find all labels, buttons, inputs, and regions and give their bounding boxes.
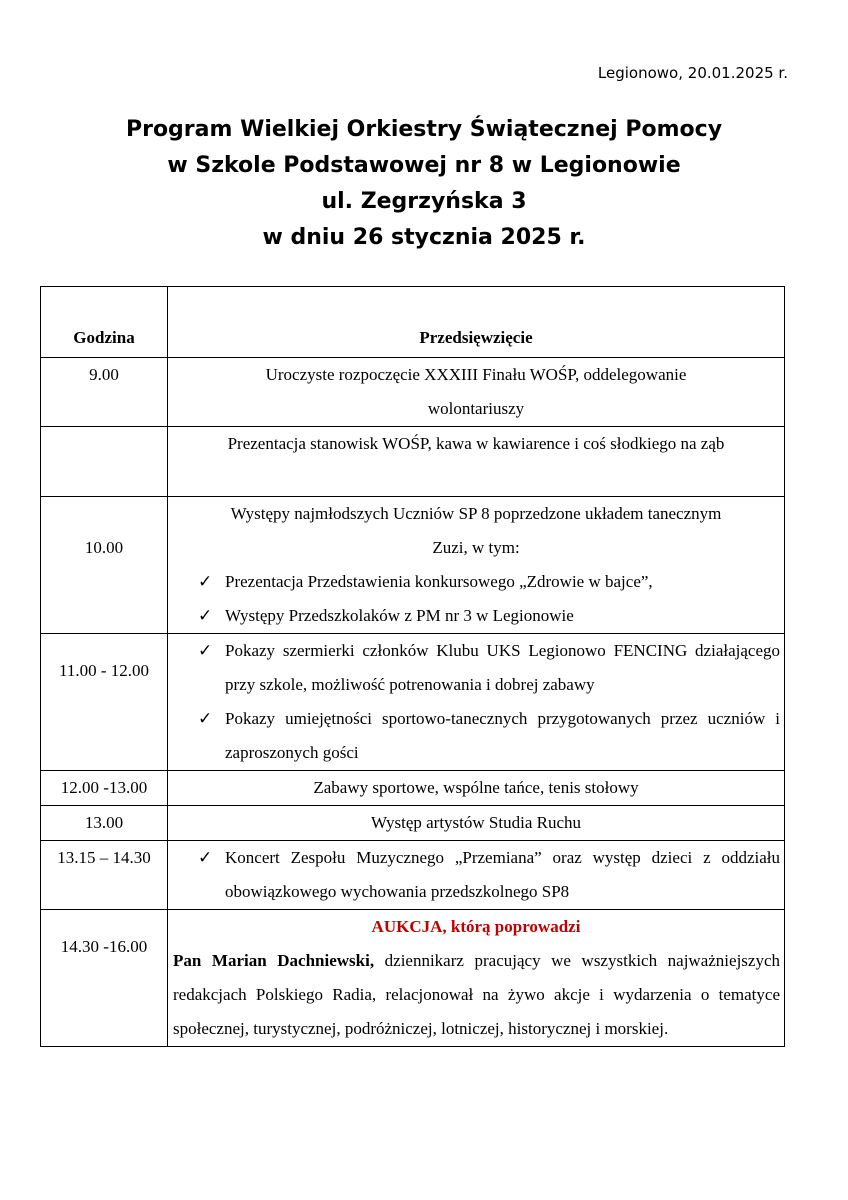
list-item (168, 599, 780, 633)
auction-description (168, 944, 784, 1046)
table-row (41, 634, 785, 771)
table-row (41, 358, 785, 427)
table-row (41, 806, 785, 841)
host-name: Pan Marian Dachniewski, (173, 951, 375, 970)
list-item (168, 634, 780, 702)
check-icon: ✓ (198, 709, 213, 728)
row-hour: 11.00 - 12.00 (41, 634, 168, 771)
row-event (168, 427, 785, 497)
column-header-hour: Godzina (41, 287, 168, 358)
event-line: wolontariuszy (427, 399, 525, 418)
table-row (41, 427, 785, 497)
title-line: ul. Zegrzyńska 3 (321, 189, 527, 214)
table-row (41, 771, 785, 806)
bullet-text: Koncert Zespołu Muzycznego „Przemiana” oraz występ dzieci z oddziału obowiązkowego wychowania przedszkolnego SP8 (225, 848, 780, 901)
table-header-row (41, 287, 785, 358)
title-line: w dniu 26 stycznia 2025 r. (262, 225, 586, 250)
check-icon: ✓ (198, 848, 213, 867)
event-line: Występ artystów Studia Ruchu (370, 813, 582, 832)
host-description: dziennikarz pracujący we wszystkich najważniejszych redakcjach Polskiego Radia, relacjonował na żywo akcje i wydarzenia o tematyce społecznej, turystycznej, podróżniczej, lotniczej, historycznej i morskiej. (173, 951, 780, 1038)
event-bullets (168, 565, 784, 633)
event-bullets (168, 841, 784, 909)
check-icon: ✓ (198, 606, 213, 625)
table-row (41, 841, 785, 910)
row-event (168, 497, 785, 634)
row-event (168, 841, 785, 910)
row-hour: 13.15 – 14.30 (41, 841, 168, 910)
row-event (168, 806, 785, 841)
event-line: Zabawy sportowe, wspólne tańce, tenis stołowy (313, 778, 639, 797)
title-line: w Szkole Podstawowej nr 8 w Legionowie (167, 153, 681, 178)
bullet-text: Występy Przedszkolaków z PM nr 3 w Legionowie (225, 606, 574, 625)
document-date: Legionowo, 20.01.2025 r. (597, 64, 788, 82)
row-hour (41, 427, 168, 497)
event-line: Występy najmłodszych Uczniów SP 8 poprzedzone układem tanecznym (230, 504, 722, 523)
row-hour: 10.00 (41, 497, 168, 634)
row-event (168, 634, 785, 771)
event-line: Prezentacja stanowisk WOŚP, kawa w kawiarence i coś słodkiego na ząb (227, 434, 725, 453)
list-item (168, 702, 780, 770)
row-event (168, 910, 785, 1047)
list-item (168, 565, 780, 599)
check-icon: ✓ (198, 641, 213, 660)
row-event (168, 358, 785, 427)
row-hour: 9.00 (41, 358, 168, 427)
list-item (168, 841, 780, 909)
event-bullets (168, 634, 784, 770)
bullet-text: Prezentacja Przedstawienia konkursowego „Zdrowie w bajce”, (225, 572, 653, 591)
row-event (168, 771, 785, 806)
row-hour: 13.00 (41, 806, 168, 841)
title-line: Program Wielkiej Orkiestry Świątecznej Pomocy (125, 117, 723, 142)
check-icon: ✓ (198, 572, 213, 591)
row-hour: 14.30 -16.00 (41, 910, 168, 1047)
bullet-text: Pokazy umiejętności sportowo-tanecznych przygotowanych przez uczniów i zaproszonych gości (225, 709, 780, 762)
table-row (41, 497, 785, 634)
event-line: Zuzi, w tym: (432, 538, 520, 557)
event-line: Uroczyste rozpoczęcie XXXIII Finału WOŚP, oddelegowanie (265, 365, 687, 384)
auction-heading: AUKCJA, którą poprowadzi (371, 917, 581, 936)
program-table (40, 286, 785, 1047)
bullet-text: Pokazy szermierki członków Klubu UKS Legionowo FENCING działającego przy szkole, możliwość potrenowania i dobrej zabawy (225, 641, 780, 694)
table-row (41, 910, 785, 1047)
document-title (0, 112, 848, 256)
column-header-event: Przedsięwzięcie (168, 287, 785, 358)
row-hour: 12.00 -13.00 (41, 771, 168, 806)
